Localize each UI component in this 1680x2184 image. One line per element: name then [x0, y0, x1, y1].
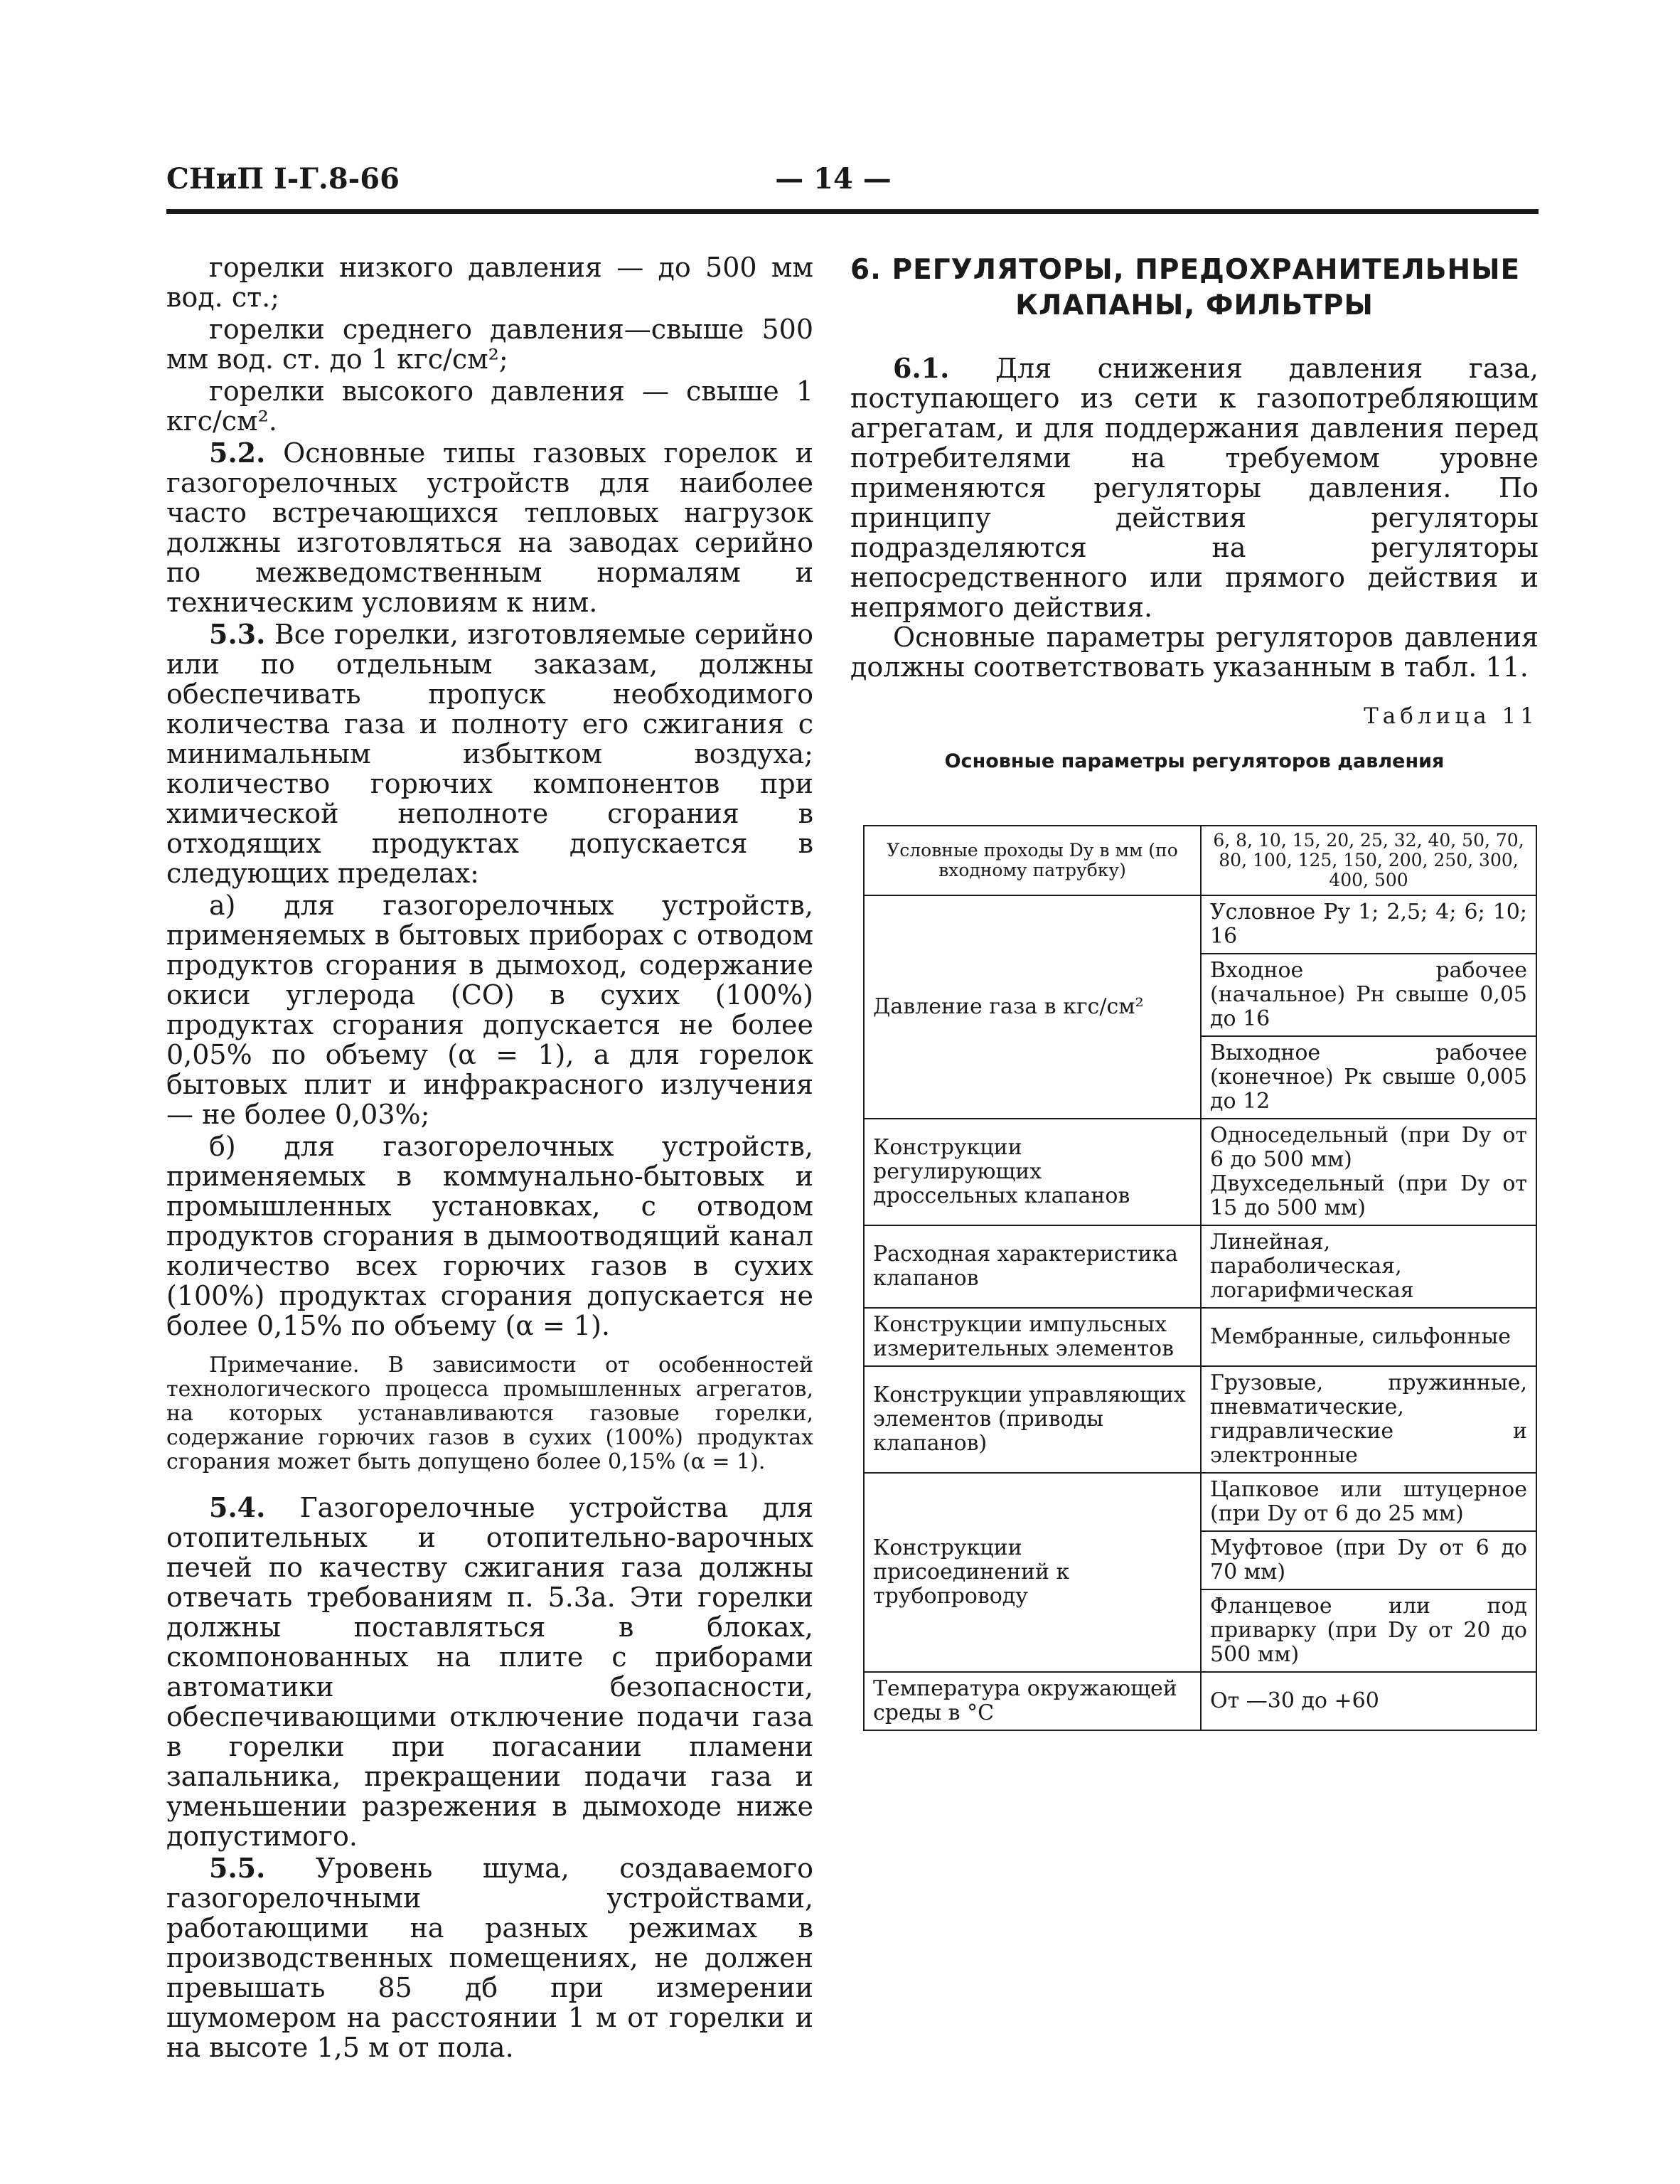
clause-number-5-5: 5.5.	[209, 1852, 266, 1884]
table-row	[864, 1672, 1536, 1730]
paragraph-medium-pressure: горелки среднего давления—свыше 500 мм вод. ст. до 1 кгс/см²;	[166, 314, 813, 375]
paragraph-high-pressure: горелки высокого давления — свыше 1 кгс/см².	[166, 375, 813, 437]
paragraph-5-2	[166, 438, 813, 617]
paragraph-low-pressure: горелки низкого давления — до 500 мм вод. ст.;	[166, 252, 813, 313]
table-cell-nominal-bore-values: 6, 8, 10, 15, 20, 25, 32, 40, 50, 70, 80, 100, 125, 150, 200, 250, 300, 400, 500	[1201, 826, 1536, 895]
clause-number-5-2: 5.2.	[209, 437, 266, 469]
section-title-line-2: КЛАПАНЫ, ФИЛЬТРЫ	[1015, 289, 1374, 321]
clause-text-5-3: Все горелки, изготовляемые серийно или по отдельным заказам, должны обеспечивать пропуск необходимого количества газа и полноту его сжигания с минимальным избытком воздуха; количество горючих компонентов при химической неполноте сгорания в отходящих продуктах допускается в следующих пределах:	[166, 619, 813, 889]
page-number: — 14 —	[775, 162, 892, 196]
table-cell-flow-characteristic-label: Расходная характеристика клапанов	[864, 1225, 1201, 1308]
table-row	[864, 895, 1536, 954]
table-cell-ambient-temperature: От —30 до +60	[1201, 1672, 1536, 1730]
table-caption: Таблица 11	[1364, 703, 1539, 729]
table-cell-connections-label: Конструкции присоединений к трубопроводу	[864, 1473, 1201, 1672]
table-cell-inlet-pressure: Входное рабочее (начальное) Pн свыше 0,05 до 16	[1201, 954, 1536, 1036]
clause-text-5-5: Уровень шума, создаваемого газогорелочными устройствами, работающими на разных режимах в производственных помещениях, не должен превышать 85 дб при измерении шумомером на расстоянии 1 м от горелки и на высоте 1,5 м от пола.	[166, 1853, 813, 2063]
right-column	[850, 252, 1539, 772]
table-cell-sensing-elements: Мембранные, сильфонные	[1201, 1308, 1536, 1366]
section-title-line-1: 6. РЕГУЛЯТОРЫ, ПРЕДОХРАНИТЕЛЬНЫЕ	[850, 254, 1521, 286]
left-column	[166, 252, 813, 2065]
table-cell-coupling-connection: Муфтовое (при Dу от 6 до 70 мм)	[1201, 1531, 1536, 1589]
paragraph-6-1-params: Основные параметры регуляторов давления должны соответствовать указанным в табл. 11.	[850, 622, 1539, 683]
section-title	[850, 252, 1539, 324]
table-row	[864, 1308, 1536, 1366]
note: Примечание. В зависимости от особенностей технологического процесса промышленных агрегатов, на которых устанавливаются газовые горелки, содержание горючих газов в сухих (100%) продуктах сгорания может быть допущено более 0,15% (α = 1).	[166, 1353, 813, 1474]
clause-text-6-1: Для снижения давления газа, поступающего из сети к газопотребляющим агрегатам, и для поддержания давления перед потребителями на требуемом уровне применяются регуляторы давления. По принципу действия регуляторы подразделяются на регуляторы непосредственного или прямого действия и непрямого действия.	[850, 353, 1539, 623]
table-cell-flange-connection: Фланцевое или под приварку (при Dу от 20 до 500 мм)	[1201, 1589, 1536, 1672]
paragraph-5-5	[166, 1853, 813, 2062]
table-cell-sensing-elements-label: Конструкции импульсных измерительных элементов	[864, 1308, 1201, 1366]
header-rule	[166, 209, 1539, 214]
table-cell-flow-characteristic: Линейная, параболическая, логарифмическая	[1201, 1225, 1536, 1308]
paragraph-6-1	[850, 353, 1539, 622]
table-row	[864, 826, 1536, 895]
regulator-parameters-table	[863, 825, 1537, 1731]
table-cell-gas-pressure-label: Давление газа в кгс/см²	[864, 895, 1201, 1119]
paragraph-5-3	[166, 619, 813, 888]
table-cell-throttle-valves	[1201, 1119, 1536, 1225]
table-row	[864, 1366, 1536, 1473]
table-cell-nominal-bore-label: Условные проходы Dу в мм (по входному патрубку)	[864, 826, 1201, 895]
table-cell-control-elements: Грузовые, пружинные, пневматические, гидравлические и электронные	[1201, 1366, 1536, 1473]
table-cell-nominal-pressure: Условное Pу 1; 2,5; 4; 6; 10; 16	[1201, 895, 1536, 954]
paragraph-5-4	[166, 1493, 813, 1851]
table-cell-double-seat: Двухседельный (при Dу от 15 до 500 мм)	[1210, 1171, 1527, 1220]
table-row	[864, 1119, 1536, 1225]
clause-number-5-4: 5.4.	[209, 1491, 266, 1523]
table-cell-spigot-connection: Цапковое или штуцерное (при Dу от 6 до 25 мм)	[1201, 1473, 1536, 1531]
table-cell-single-seat: Односедельный (при Dу от 6 до 500 мм)	[1210, 1123, 1527, 1172]
clause-number-5-3: 5.3.	[209, 618, 266, 650]
table-cell-throttle-valves-label: Конструкции регулирующих дроссельных клапанов	[864, 1119, 1201, 1225]
clause-number-6-1: 6.1.	[893, 352, 950, 384]
table-row	[864, 1225, 1536, 1308]
table-cell-control-elements-label: Конструкции управляющих элементов (приводы клапанов)	[864, 1366, 1201, 1473]
clause-text-5-2: Основные типы газовых горелок и газогорелочных устройств для наиболее часто встречающихся тепловых нагрузок должны изготовляться на заводах серийно по межведомственным нормалям и техническим условиям к ним.	[166, 437, 813, 618]
table-cell-outlet-pressure: Выходное рабочее (конечное) Pк свыше 0,005 до 12	[1201, 1036, 1536, 1119]
clause-text-5-4: Газогорелочные устройства для отопительных и отопительно-варочных печей по качеству сжигания газа должны отвечать требованиям п. 5.3а. Эти горелки должны поставляться в блоках, скомпонованных на плите с приборами автоматики безопасности, обеспечивающими отключение подачи газа в горелки при погасании пламени запальника, прекращении подачи газа и уменьшении разрежения в дымоходе ниже допустимого.	[166, 1492, 813, 1852]
paragraph-5-3a: а) для газогорелочных устройств, применяемых в бытовых приборах с отводом продуктов сгорания в дымоход, содержание окиси углерода (CO) в сухих (100%) продуктах сгорания допускается не более 0,05% по объему (α = 1), а для горелок бытовых плит и инфракрасного излучения — не более 0,03%;	[166, 890, 813, 1130]
document-code: СНиП I-Г.8-66	[166, 162, 400, 196]
table-row	[864, 1473, 1536, 1531]
table-cell-ambient-temperature-label: Температура окружающей среды в °С	[864, 1672, 1201, 1730]
table-title: Основные параметры регуляторов давления	[944, 750, 1445, 772]
paragraph-5-3b: б) для газогорелочных устройств, применяемых в коммунально-бытовых и промышленных установках, с отводом продуктов сгорания в дымоотводящий канал количество всех горючих газов в сухих (100%) продуктах сгорания допускается не более 0,15% по объему (α = 1).	[166, 1131, 813, 1341]
